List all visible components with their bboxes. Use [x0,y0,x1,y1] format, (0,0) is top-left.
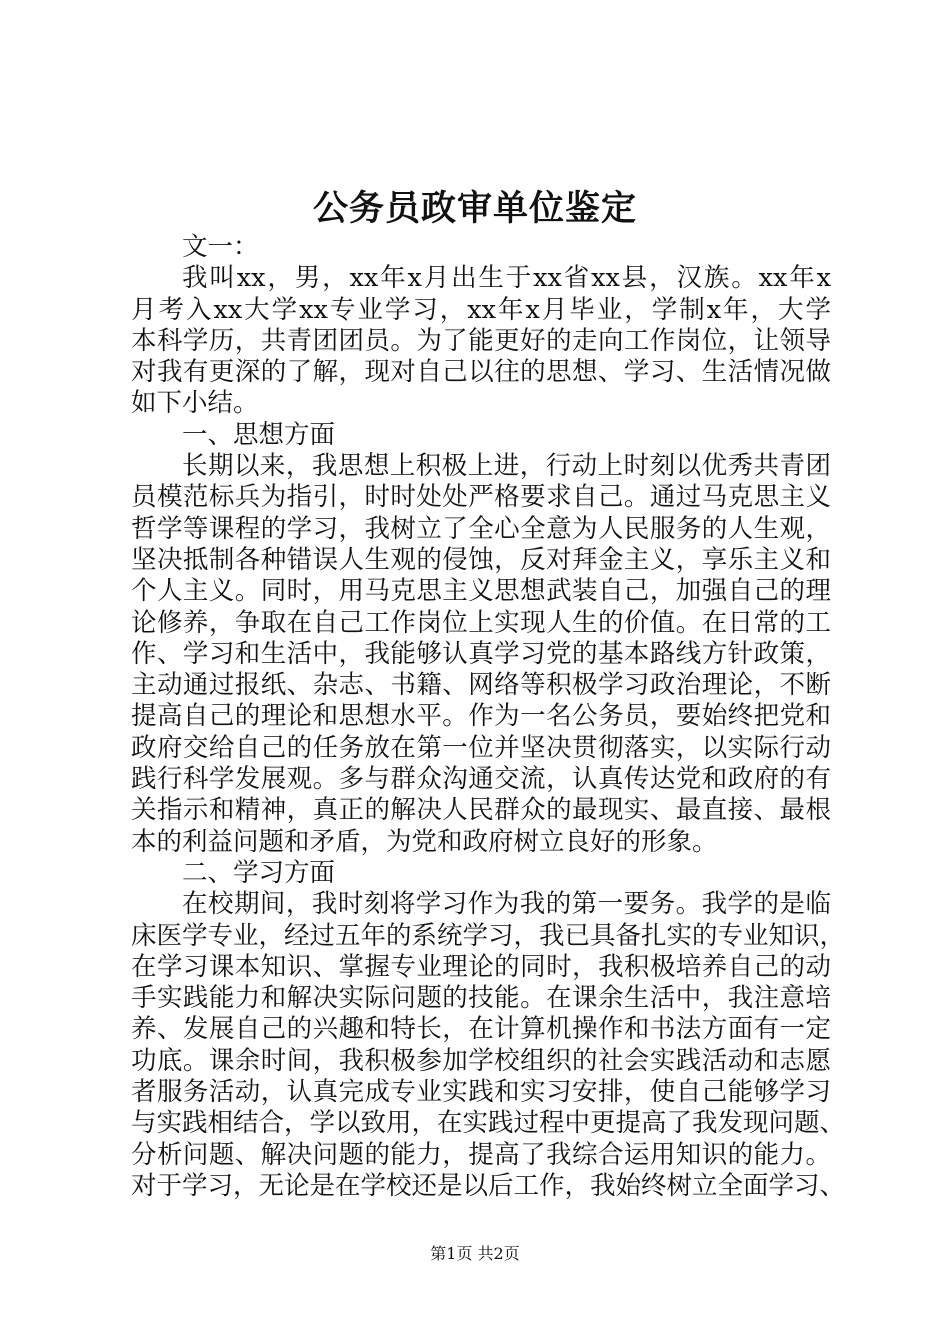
section-heading: 二、学习方面 [182,857,336,888]
paragraph-line: 主动通过报纸、杂志、书籍、网络等积极学习政治理论，不断 [131,670,831,701]
paragraph-line: 养、发展自己的兴趣和特长，在计算机操作和书法方面有一定 [131,1014,831,1045]
paragraph-line: 床医学专业，经过五年的系统学习，我已具备扎实的专业知识， [131,920,846,951]
page-footer: 第1页 共2页 [430,1244,520,1263]
paragraph-line: 月考入xx大学xx专业学习，xx年x月毕业，学制x年，大学 [131,294,831,325]
document-title: 公务员政审单位鉴定 [312,188,637,229]
document-body [131,232,846,1202]
paragraph-line: 在学习课本知识、掌握专业理论的同时，我积极培养自己的动 [131,951,831,982]
paragraph-line: 作、学习和生活中，我能够认真学习党的基本路线方针政策， [131,638,831,669]
section-heading: 文一： [182,232,259,262]
paragraph-line: 关指示和精神，真正的解决人民群众的最现实、最直接、最根 [131,795,831,826]
paragraph-line: 哲学等课程的学习，我树立了全心全意为人民服务的人生观， [131,513,831,544]
paragraph-line: 论修养，争取在自己工作岗位上实现人生的价值。在日常的工 [131,607,831,638]
paragraph-line: 员模范标兵为指引，时时处处严格要求自己。通过马克思主义 [131,482,831,513]
paragraph-line: 践行科学发展观。多与群众沟通交流，认真传达党和政府的有 [131,764,831,795]
paragraph-line: 个人主义。同时，用马克思主义思想武装自己，加强自己的理 [131,576,831,607]
paragraph-line: 政府交给自己的任务放在第一位并坚决贯彻落实，以实际行动 [131,732,831,763]
section-heading: 一、思想方面 [182,419,336,450]
paragraph-line: 者服务活动，认真完成专业实践和实习安排，使自己能够学习 [131,1077,831,1108]
paragraph-line: 对我有更深的了解，现对自己以往的思想、学习、生活情况做 [131,357,831,388]
paragraph-line: 本科学历，共青团团员。为了能更好的走向工作岗位，让领导 [131,325,831,356]
paragraph-line: 长期以来，我思想上积极上进，行动上时刻以优秀共青团 [182,451,831,482]
paragraph-line: 坚决抵制各种错误人生观的侵蚀，反对拜金主义，享乐主义和 [131,544,831,575]
paragraph-line: 本的利益问题和矛盾，为党和政府树立良好的形象。 [131,826,718,857]
paragraph-line: 在校期间，我时刻将学习作为我的第一要务。我学的是临 [182,889,831,920]
paragraph-line: 对于学习，无论是在学校还是以后工作，我始终树立全面学习、 [131,1170,846,1201]
paragraph-line: 提高自己的理论和思想水平。作为一名公务员，要始终把党和 [131,701,831,732]
paragraph-line: 功底。课余时间，我积极参加学校组织的社会实践活动和志愿 [131,1045,831,1076]
paragraph-line: 手实践能力和解决实际问题的技能。在课余生活中，我注意培 [131,983,831,1014]
paragraph-line: 我叫xx，男，xx年x月出生于xx省xx县，汉族。xx年x [182,263,831,294]
paragraph-line: 分析问题、解决问题的能力，提高了我综合运用知识的能力。 [131,1139,831,1170]
paragraph-line: 如下小结。 [131,388,259,419]
paragraph-line: 与实践相结合，学以致用，在实践过程中更提高了我发现问题、 [131,1108,846,1139]
